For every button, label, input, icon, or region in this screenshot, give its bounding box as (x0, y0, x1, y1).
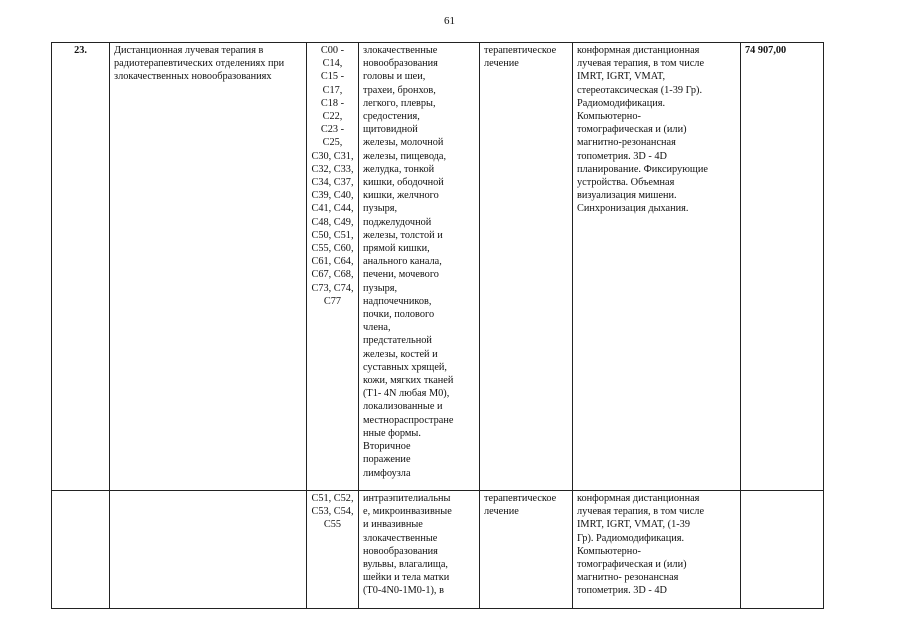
treatment-method: конформная дистанционная лучевая терапия, в том числе IMRT, IGRT, VMAT, (1-39 Гр). Радиомодификация. Компьютерно- томографическая и (или) магнитно- резонансная топометрия. 3D - 4D (577, 493, 705, 597)
treatment-method-cell (573, 43, 741, 491)
table-row (52, 491, 824, 609)
icd-codes-cell (307, 43, 359, 491)
treatment-type-cell (480, 43, 573, 491)
icd-codes: C00 - C14, C15 - C17, C18 - C22, C23 - C25, C30, C31, C32, C33, C34, C37, C39, C40, C41, C44, C48, C49, C50, C51, C55, C60, C61, C64, C67, C68, C73, C74, C77 (311, 45, 354, 307)
treatment-type: терапевтическое лечение (484, 45, 557, 70)
price: 74 907,00 (745, 45, 787, 56)
patient-model: злокачественные новообразования головы и шеи, трахеи, бронхов, легкого, плевры, средостения, щитовидной железы, молочной железы, пищевода, желудка, тонкой кишки, ободочной кишки, желчного пузыря, поджелудочной железы, толстой и прямой кишки, анального канала, печени, мочевого пузыря, надпочечников, почки, полового члена, предстательной железы, костей и суставных хрящей, кожи, мягких тканей (T1- 4N любая M0), локализованные и местнораспростране нные формы. Вторичное поражение лимфоузла (363, 45, 454, 479)
row-number: 23. (74, 45, 87, 56)
price-cell (741, 43, 824, 491)
row-number-cell (52, 43, 110, 491)
procedure-name: Дистанционная лучевая терапия в радиотерапевтических отделениях при злокачественных новообразованиях (114, 45, 285, 83)
treatment-type: терапевтическое лечение (484, 493, 557, 518)
procedures-table (51, 42, 824, 609)
patient-model-cell (359, 491, 480, 609)
icd-codes: C51, C52, C53, C54, C55 (311, 493, 354, 531)
procedure-name-cell (110, 43, 307, 491)
treatment-method: конформная дистанционная лучевая терапия, в том числе IMRT, IGRT, VMAT, стереотаксическая (1-39 Гр). Радиомодификация. Компьютерно- томографическая и (или) магнитно-резонансная топометрия. 3D - 4D планирование. Фиксирующие устройства. Объемная визуализация мишени. Синхронизация дыхания. (577, 45, 708, 215)
price-cell (741, 491, 824, 609)
procedure-name-cell (110, 491, 307, 609)
patient-model-cell (359, 43, 480, 491)
row-number-cell (52, 491, 110, 609)
icd-codes-cell (307, 491, 359, 609)
page-number: 61 (444, 15, 455, 27)
table-row (52, 43, 824, 491)
treatment-type-cell (480, 491, 573, 609)
patient-model: интраэпителиальны е, микроинвазивные и инвазивные злокачественные новообразования вульвы, влагалища, шейки и тела матки (T0-4N0-1M0-1), в (363, 493, 452, 597)
treatment-method-cell (573, 491, 741, 609)
